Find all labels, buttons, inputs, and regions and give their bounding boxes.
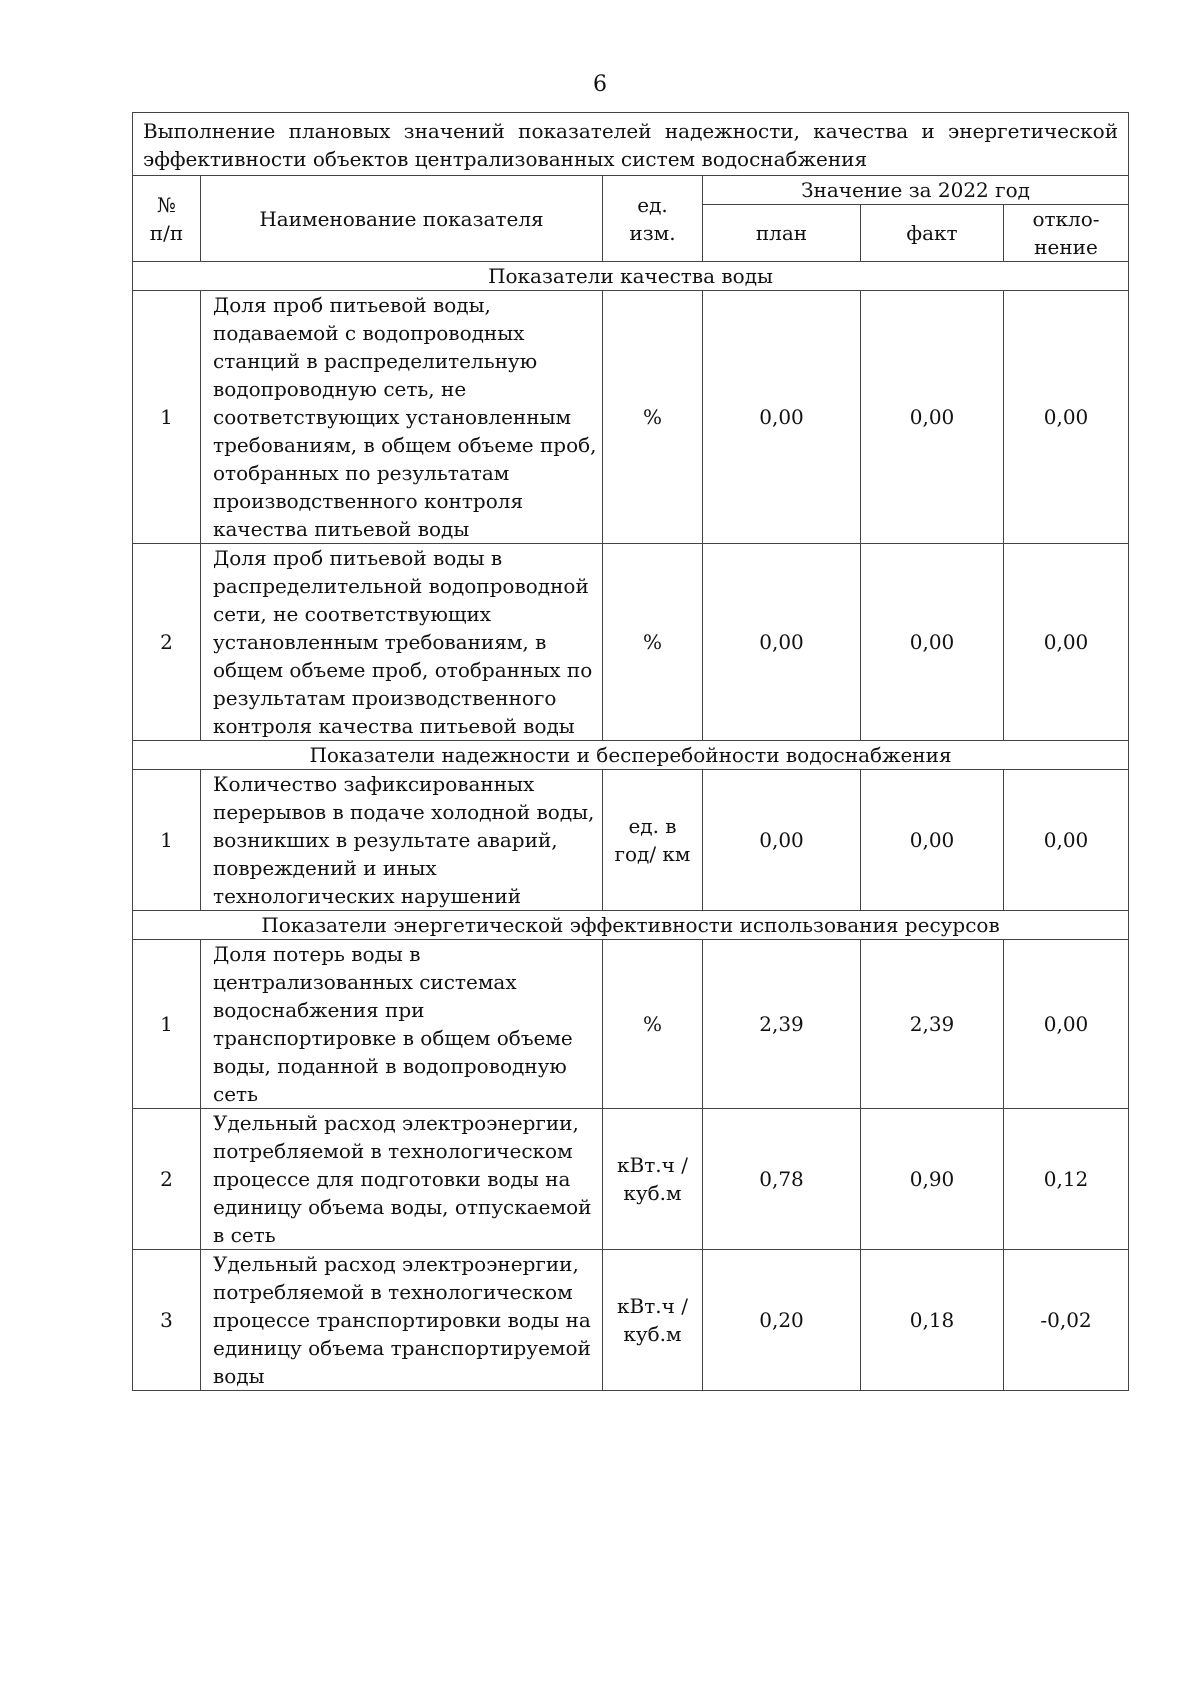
indicator-name-line: результатам производственного [213,686,557,710]
indicator-name-line: Удельный расход электроэнергии, [213,1252,579,1276]
deviation-value: 0,00 [1004,544,1129,741]
indicator-name-line: станций в распределительную [213,349,538,373]
table-row [133,544,1129,741]
indicator-name-line: Доля проб питьевой воды, [213,293,491,317]
unit-line: год/ км [614,842,691,866]
indicator-name [201,544,603,741]
header-unit [603,176,703,262]
table-caption-row [133,113,1129,176]
indicator-name-line: водоснабжения при [213,998,425,1022]
indicator-name-line: централизованных системах [213,970,517,994]
fact-value: 0,90 [861,1109,1004,1250]
indicator-name [201,1250,603,1391]
fact-value: 0,00 [861,770,1004,911]
indicator-name [201,291,603,544]
indicator-name-line: технологических нарушений [213,884,522,908]
deviation-value: 0,00 [1004,940,1129,1109]
indicator-name [201,1109,603,1250]
unit-line: % [642,1012,662,1036]
unit-line: кВт.ч / [617,1294,688,1318]
indicator-name-line: возникших в результате аварий, [213,828,558,852]
row-number: 1 [133,940,201,1109]
fact-value: 0,00 [861,544,1004,741]
table-row [133,770,1129,911]
table-row [133,291,1129,544]
indicators-table [132,112,1129,1391]
indicator-name-line: соответствующих установленным [213,405,572,429]
indicator-name-line: потребляемой в технологическом [213,1280,573,1304]
fact-value: 0,18 [861,1250,1004,1391]
indicator-name-line: подаваемой с водопроводных [213,321,525,345]
indicator-name-line: Доля потерь воды в [213,942,421,966]
unit-line: % [642,630,662,654]
section-title: Показатели качества воды [133,262,1129,291]
header-deviation-line-2: нение [1034,235,1098,259]
indicator-name [201,770,603,911]
header-num-line-2: п/п [149,220,184,245]
fact-value: 2,39 [861,940,1004,1109]
table-caption [133,113,1129,176]
row-number: 2 [133,1109,201,1250]
unit-cell [603,544,703,741]
section-row [133,741,1129,770]
indicator-name-line: Доля проб питьевой воды в [213,546,503,570]
indicator-name-line: в сеть [213,1223,276,1247]
row-number: 3 [133,1250,201,1391]
section-row [133,262,1129,291]
table-row [133,1109,1129,1250]
section-title: Показатели надежности и бесперебойности водоснабжения [133,741,1129,770]
section-title: Показатели энергетической эффективности использования ресурсов [133,911,1129,940]
header-num-line-1: № [157,192,176,217]
indicator-name-line: единицу объема воды, отпускаемой [213,1195,592,1219]
indicator-name-line: общем объеме проб, отобранных по [213,658,593,682]
indicator-name-line: требованиям, в общем объеме проб, [213,433,597,457]
row-number: 2 [133,544,201,741]
deviation-value: 0,00 [1004,291,1129,544]
header-fact: факт [861,205,1004,262]
indicator-name-line: перерывов в подаче холодной воды, [213,800,595,824]
row-number: 1 [133,291,201,544]
indicator-name-line: Количество зафиксированных [213,772,535,796]
section-row [133,911,1129,940]
deviation-value: 0,12 [1004,1109,1129,1250]
header-name: Наименование показателя [201,176,603,262]
unit-line: % [642,405,662,429]
header-num [133,176,201,262]
plan-value: 2,39 [703,940,861,1109]
plan-value: 0,00 [703,291,861,544]
indicator-name-line: Удельный расход электроэнергии, [213,1111,579,1135]
table-row [133,940,1129,1109]
plan-value: 0,78 [703,1109,861,1250]
indicator-name-line: воды [213,1364,265,1388]
indicator-name-line: транспортировке в общем объеме [213,1026,573,1050]
unit-line: кВт.ч / [617,1153,688,1177]
unit-line: ед. в [628,814,677,838]
page-number: 6 [593,72,607,97]
unit-cell [603,1250,703,1391]
indicator-name-line: сеть [213,1082,258,1106]
indicator-name-line: отобранных по результатам [213,461,510,485]
header-period: Значение за 2022 год [703,176,1129,205]
unit-cell [603,291,703,544]
plan-value: 0,20 [703,1250,861,1391]
indicator-name-line: контроля качества питьевой воды [213,714,575,738]
header-row-1 [133,176,1129,205]
indicator-name-line: повреждений и иных [213,856,437,880]
indicator-name-line: процессе для подготовки воды на [213,1167,571,1191]
table-caption-line-1: Выполнение плановых значений показателей надежности, качества и энергетической [143,119,1119,143]
indicator-name-line: сети, не соответствующих [213,602,492,626]
deviation-value: -0,02 [1004,1250,1129,1391]
indicator-name-line: водопроводную сеть, не [213,377,467,401]
header-unit-line-2: изм. [629,220,676,245]
indicator-name-line: установленным требованиям, в [213,630,547,654]
indicator-name-line: производственного контроля [213,489,524,513]
indicator-name-line: распределительной водопроводной [213,574,589,598]
indicator-name-line: качества питьевой воды [213,517,470,541]
indicator-name [201,940,603,1109]
plan-value: 0,00 [703,770,861,911]
indicator-name-line: единицу объема транспортируемой [213,1336,591,1360]
row-number: 1 [133,770,201,911]
table-row [133,1250,1129,1391]
deviation-value: 0,00 [1004,770,1129,911]
indicator-name-line: процессе транспортировки воды на [213,1308,591,1332]
unit-cell [603,1109,703,1250]
unit-cell [603,770,703,911]
indicator-name-line: воды, поданной в водопроводную [213,1054,567,1078]
unit-line: куб.м [623,1181,682,1205]
table-caption-line-2: эффективности объектов централизованных систем водоснабжения [143,147,868,171]
indicator-name-line: потребляемой в технологическом [213,1139,573,1163]
unit-line: куб.м [623,1322,682,1346]
plan-value: 0,00 [703,544,861,741]
header-unit-line-1: ед. [637,192,668,217]
header-deviation [1004,205,1129,262]
unit-cell [603,940,703,1109]
fact-value: 0,00 [861,291,1004,544]
header-deviation-line-1: откло- [1032,207,1100,231]
header-plan: план [703,205,861,262]
